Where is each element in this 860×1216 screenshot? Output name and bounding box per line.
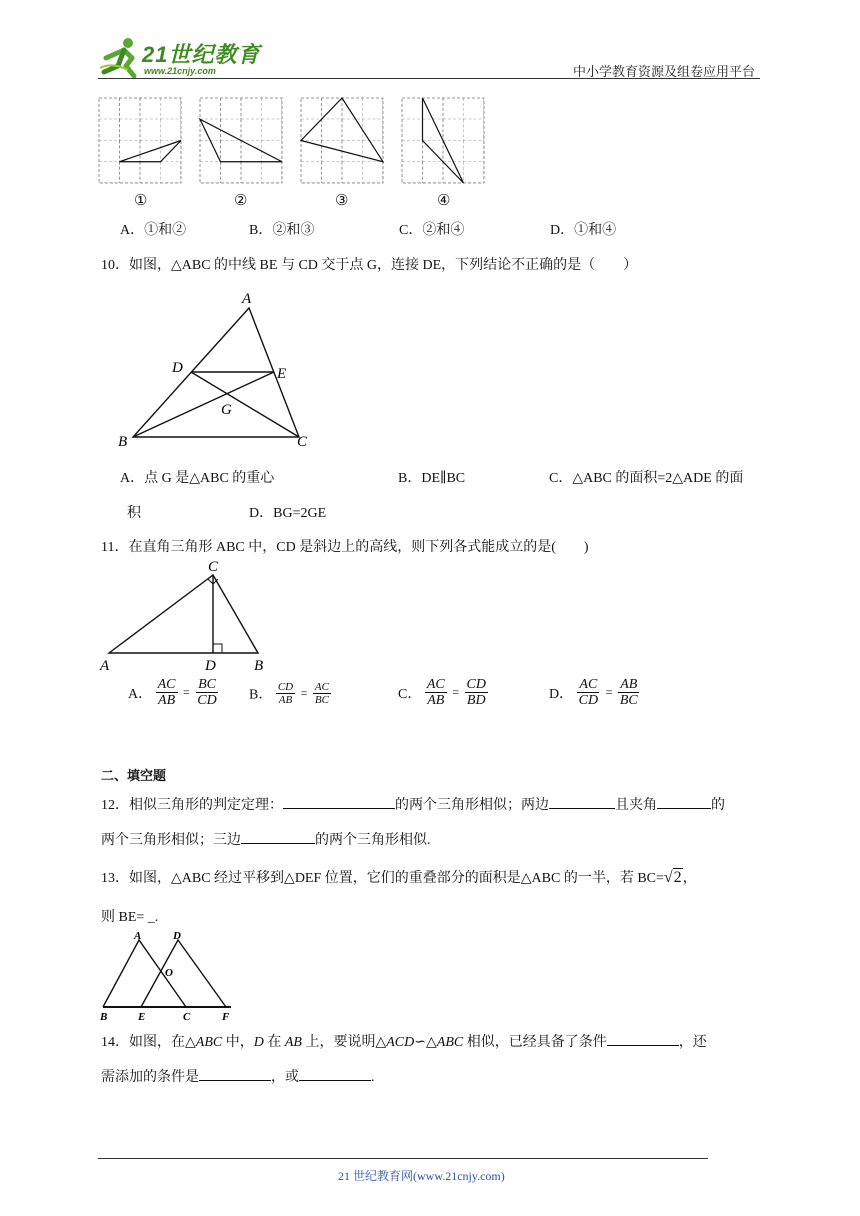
header-logo xyxy=(98,36,268,80)
q9-figure-label-2: ② xyxy=(234,193,248,209)
q10-option-c: C．△ABC 的面积=2△ADE 的面 xyxy=(549,471,744,486)
label-a: A xyxy=(134,930,142,942)
label-c: C xyxy=(183,1011,191,1022)
q13-line-1: 13．如图，△ABC 经过平移到△DEF 位置，它们的重叠部分的面积是△ABC 的一半，若 BC=√2， xyxy=(101,869,697,886)
label-a: A xyxy=(242,291,252,307)
runner-logo-icon xyxy=(98,36,144,78)
q9-option-c: C．②和④ xyxy=(399,223,465,238)
q9-figure-label-3: ③ xyxy=(335,193,349,209)
q9-option-b: B．②和③ xyxy=(249,223,315,238)
fraction: $\frac{AC}{AB}$ xyxy=(426,677,445,709)
answer-blank[interactable] xyxy=(241,829,315,844)
q10-option-a: A．点 G 是△ABC 的重心 xyxy=(120,471,275,486)
label-d: D xyxy=(173,930,181,942)
label-c: C xyxy=(208,559,219,575)
q13-line-2: 则 BE= _. xyxy=(101,910,159,925)
q10-figure xyxy=(114,286,324,454)
q11-option-c: C． $\frac{AC}{AB}$ = $\frac{CD}{BD}$ xyxy=(398,677,486,709)
triangle-def xyxy=(141,940,226,1007)
q10-option-c-wrap: 积 xyxy=(127,506,141,521)
label-g: G xyxy=(221,402,232,418)
sqrt-value: 2 xyxy=(673,869,682,886)
q11-option-a: A． $\frac{AC}{AB}$ = $\frac{BC}{CD}$ xyxy=(128,677,217,709)
q13-figure xyxy=(96,928,238,1022)
answer-blank[interactable] xyxy=(657,794,711,809)
footer-rule xyxy=(98,1158,708,1159)
label-b: B xyxy=(254,658,264,674)
label-a: A xyxy=(100,658,110,674)
q10-option-b: B．DE∥BC xyxy=(398,471,466,486)
q14-line-2: 需添加的条件是 ，或 . xyxy=(101,1066,375,1086)
q9-figure-label-4: ④ xyxy=(437,193,451,209)
grid-3 xyxy=(301,98,383,183)
q11-option-b: B． $\frac{CD}{AB}$ = $\frac{AC}{BC}$ xyxy=(249,681,329,707)
fraction: $\frac{CD}{BD}$ xyxy=(466,677,486,709)
q12-line-2: 两个三角形相似；三边 的两个三角形相似. xyxy=(101,829,431,849)
fraction: $\frac{AC}{AB}$ xyxy=(157,677,176,709)
label-b: B xyxy=(118,434,128,450)
q9-option-d: D．①和④ xyxy=(550,223,617,238)
q14-line-1: 14．如图，在△ABC 中，D 在 AB 上，要说明△ACD∽△ABC 相似，已经具备了条件 ，还 xyxy=(101,1031,707,1051)
right-triangle-abc xyxy=(109,575,258,653)
label-f: F xyxy=(222,1011,230,1022)
fraction: $\frac{AC}{CD}$ xyxy=(578,677,599,709)
label-e: E xyxy=(138,1011,146,1022)
label-d: D xyxy=(172,360,183,376)
answer-blank[interactable] xyxy=(199,1066,271,1081)
fraction: $\frac{BC}{CD}$ xyxy=(197,677,217,709)
section-title: 二、填空题 xyxy=(101,768,167,783)
fraction: $\frac{CD}{AB}$ xyxy=(277,681,294,707)
answer-blank[interactable] xyxy=(299,1066,371,1081)
q10-option-d: D．BG=2GE xyxy=(249,506,327,521)
answer-blank[interactable] xyxy=(283,794,395,809)
segment-be xyxy=(133,372,274,437)
header-rule xyxy=(98,78,760,79)
label-d: D xyxy=(205,658,216,674)
answer-blank[interactable] xyxy=(607,1031,679,1046)
fraction: $\frac{AC}{BC}$ xyxy=(314,681,329,707)
q9-option-a: A．①和② xyxy=(120,223,187,238)
triangle-abc xyxy=(103,940,186,1007)
label-o: O xyxy=(165,967,173,979)
logo-url: www.21cnjy.com xyxy=(144,66,216,76)
footer-text[interactable]: 21 世纪教育网(www.21cnjy.com) xyxy=(338,1169,505,1183)
fraction: $\frac{AB}{BC}$ xyxy=(619,677,638,709)
grid-1 xyxy=(99,98,181,183)
q9-grid-figures xyxy=(95,94,495,190)
label-c: C xyxy=(297,434,308,450)
platform-title: 中小学教育资源及组卷应用平台 xyxy=(573,64,756,79)
sqrt-sign: √ xyxy=(663,869,673,886)
label-e: E xyxy=(277,366,287,382)
label-b: B xyxy=(100,1011,108,1022)
q12-line-1: 12．相似三角形的判定定理： 的两个三角形相似；两边 且夹角 的 xyxy=(101,794,725,814)
q11-option-d: D． $\frac{AC}{CD}$ = $\frac{AB}{BC}$ xyxy=(549,677,638,709)
answer-blank[interactable] xyxy=(549,794,615,809)
grid-4 xyxy=(402,98,484,183)
q9-figure-label-1: ① xyxy=(134,193,148,209)
q11-figure xyxy=(96,558,276,674)
q10-stem: 10．如图，△ABC 的中线 BE 与 CD 交于点 G，连接 DE，下列结论不正确的是（ ） xyxy=(101,258,638,273)
q11-stem: 11．在直角三角形 ABC 中，CD 是斜边上的高线，则下列各式能成立的是( ) xyxy=(101,540,589,555)
right-angle-mark-d xyxy=(213,644,222,653)
grid-2 xyxy=(200,98,282,183)
logo-brand: 21世纪教育 xyxy=(142,42,261,67)
